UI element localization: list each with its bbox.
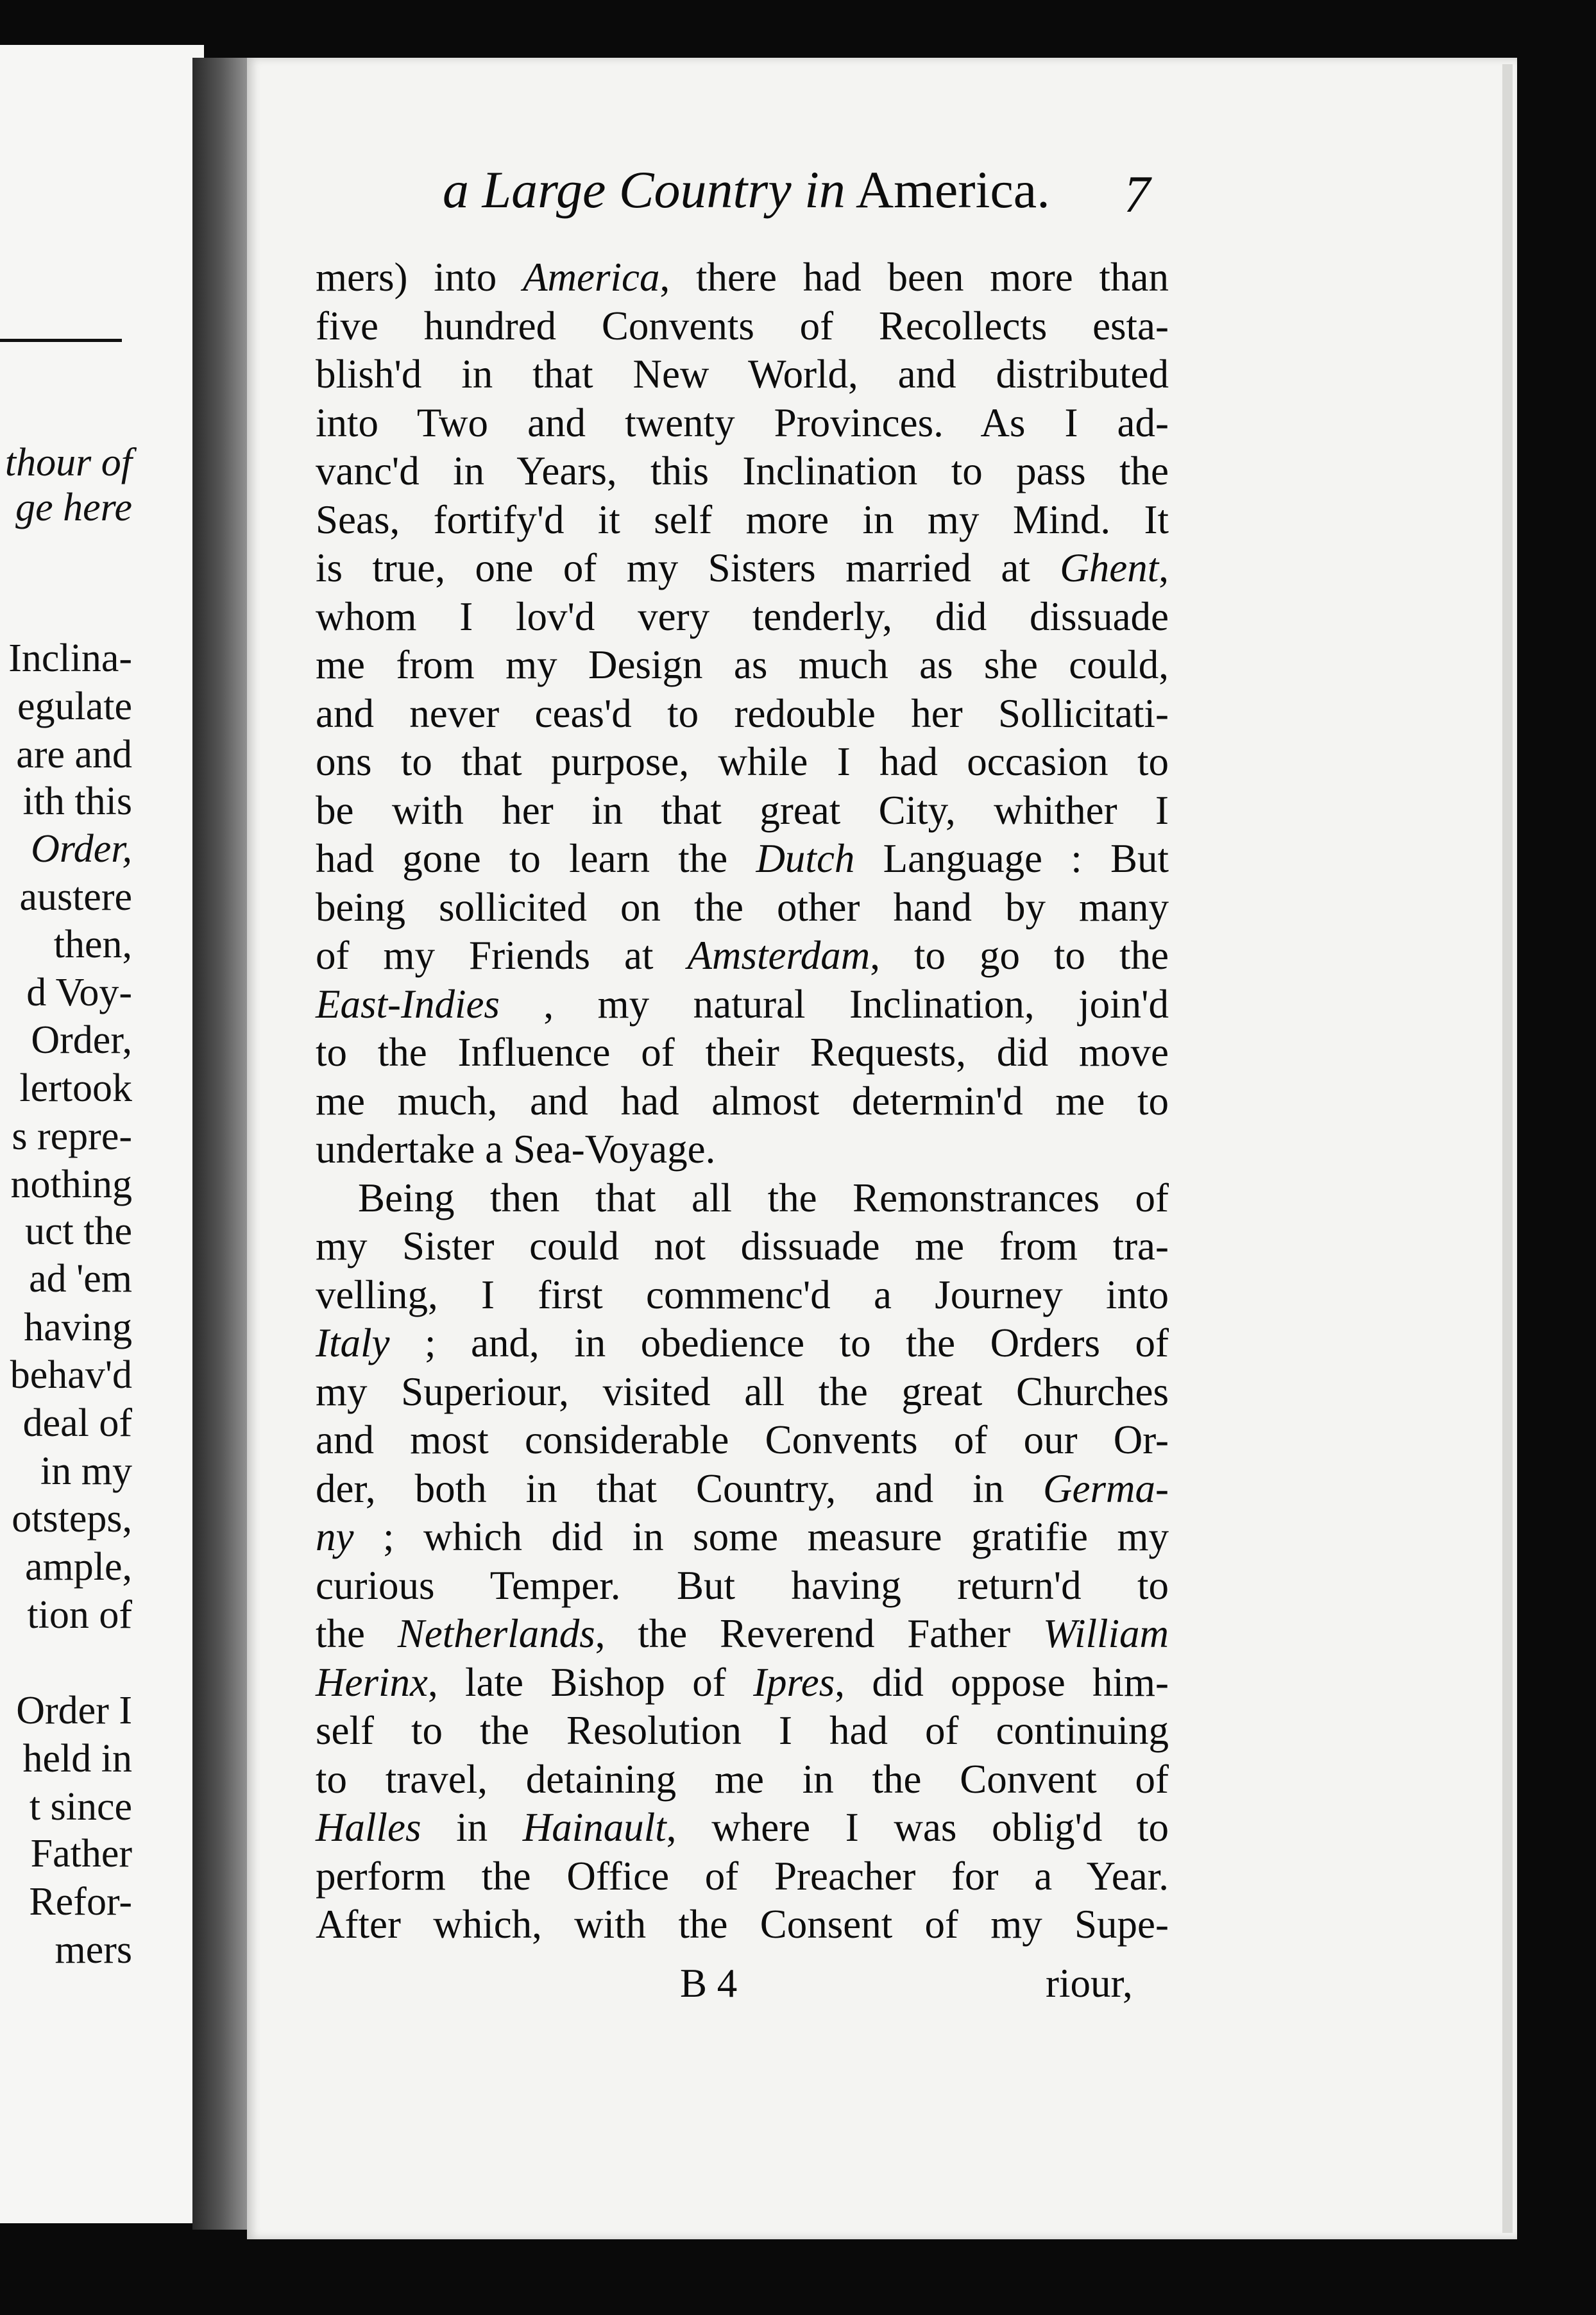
text-segment: is true, one of my Sisters married at	[316, 545, 1060, 590]
previous-page-line: nothing	[10, 1163, 132, 1206]
text-segment: Being then that all the Remonstrances of	[358, 1175, 1169, 1220]
text-line	[316, 1174, 1169, 1223]
text-line	[316, 1659, 1169, 1707]
body-text	[316, 253, 1169, 1949]
previous-page-line: behav'd	[10, 1353, 132, 1397]
italic-text-segment: Halles	[316, 1805, 421, 1850]
text-line	[316, 1513, 1169, 1562]
text-segment: into Two and twenty Provinces. As I ad-	[316, 400, 1169, 445]
italic-text-segment: William	[1042, 1611, 1169, 1656]
previous-page-line: deal of	[22, 1401, 132, 1445]
text-segment: being sollicited on the other hand by many	[316, 884, 1169, 930]
text-line	[316, 1707, 1169, 1755]
text-line	[316, 641, 1169, 690]
italic-text-segment: America	[523, 255, 660, 300]
previous-page-line: austere	[19, 875, 132, 919]
text-segment: , did oppose him-	[835, 1659, 1169, 1705]
text-segment: perform the Office of Preacher for a Year.	[316, 1853, 1169, 1899]
text-segment: , the Reverend Father	[595, 1611, 1043, 1656]
text-line	[316, 980, 1169, 1029]
previous-page-line: mers	[55, 1928, 132, 1972]
text-line	[316, 1222, 1169, 1271]
running-head-roman: America.	[845, 160, 1050, 219]
text-segment: to the Influence of their Requests, did move	[316, 1030, 1169, 1075]
text-segment: , to go to the	[870, 933, 1169, 978]
text-segment: the	[316, 1611, 398, 1656]
text-segment: self to the Resolution I had of continuing	[316, 1708, 1169, 1753]
text-segment: ; and, in obedience to the Orders of	[389, 1320, 1169, 1365]
previous-page-line: having	[24, 1306, 132, 1349]
text-line	[316, 738, 1169, 787]
previous-page-line: t since	[29, 1785, 132, 1829]
running-head-italic: a Large Country in	[443, 160, 845, 219]
text-segment: whom I lov'd very tenderly, did dissuade	[316, 594, 1169, 639]
text-line	[316, 1465, 1169, 1514]
text-line	[316, 932, 1169, 980]
text-segment: , late Bishop of	[427, 1659, 754, 1705]
text-segment: curious Temper. But having return'd to	[316, 1562, 1169, 1608]
text-line	[316, 544, 1169, 593]
text-line	[316, 1077, 1169, 1126]
text-segment: me much, and had almost determin'd me to	[316, 1078, 1169, 1123]
text-segment: velling, I first commenc'd a Journey into	[316, 1272, 1169, 1317]
previous-page-line: otsteps,	[12, 1497, 132, 1541]
previous-page-line: ge here	[15, 486, 132, 529]
italic-text-segment: Italy	[316, 1320, 390, 1365]
previous-page-line: d Voy-	[26, 971, 132, 1014]
header-rule	[0, 339, 122, 342]
text-segment: be with her in that great City, whither I	[316, 787, 1169, 833]
text-line	[316, 1029, 1169, 1077]
signature-mark: B 4	[680, 1961, 738, 2006]
text-line	[316, 1804, 1169, 1852]
italic-text-segment: Dutch	[756, 836, 855, 881]
previous-page-line: ad 'em	[29, 1257, 132, 1301]
italic-text-segment: Herinx	[316, 1659, 428, 1705]
previous-page-line: Refor-	[29, 1880, 132, 1924]
catchword: riour,	[1046, 1961, 1133, 2006]
text-segment: and most considerable Convents of our Or-	[316, 1417, 1169, 1462]
previous-page-line: Order,	[31, 827, 132, 871]
text-line	[316, 1755, 1169, 1804]
text-segment: , my natural Inclination, join'd	[499, 981, 1169, 1027]
italic-text-segment: Ipres	[753, 1659, 835, 1705]
previous-page-line: held in	[22, 1737, 132, 1781]
text-line	[316, 302, 1169, 351]
text-segment: of my Friends at	[316, 933, 688, 978]
text-segment: five hundred Convents of Recollects esta-	[316, 303, 1169, 348]
previous-page-line: ith this	[22, 780, 132, 823]
italic-text-segment: ny	[316, 1514, 354, 1559]
previous-page-line: lertook	[19, 1066, 132, 1110]
text-segment: and never ceas'd to redouble her Sollicitati-	[316, 690, 1169, 736]
previous-page-line: Inclina-	[8, 636, 132, 680]
text-segment: undertake a Sea-Voyage.	[316, 1127, 716, 1172]
text-line	[316, 835, 1169, 884]
text-line	[316, 350, 1169, 399]
previous-page-line: in my	[40, 1449, 132, 1493]
text-line	[316, 253, 1169, 302]
previous-page-line: ample,	[25, 1545, 132, 1589]
text-segment: in	[421, 1805, 523, 1850]
text-segment: me from my Design as much as she could,	[316, 642, 1169, 687]
text-segment: to travel, detaining me in the Convent of	[316, 1756, 1169, 1802]
text-line	[316, 1562, 1169, 1610]
text-line	[316, 1416, 1169, 1465]
previous-page-line: thour of	[4, 441, 132, 484]
text-segment: ; which did in some measure gratifie my	[353, 1514, 1169, 1559]
text-segment: ,	[1159, 545, 1169, 590]
text-line	[316, 1368, 1169, 1417]
text-segment: , where I was oblig'd to	[666, 1805, 1169, 1850]
previous-page	[0, 45, 204, 2223]
text-line	[316, 1852, 1169, 1901]
text-segment: ons to that purpose, while I had occasion to	[316, 739, 1169, 784]
italic-text-segment: Ghent	[1060, 545, 1159, 590]
text-segment: my Sister could not dissuade me from tra-	[316, 1224, 1169, 1269]
previous-page-line: Order I	[16, 1689, 132, 1732]
running-head	[443, 160, 1050, 219]
text-segment: my Superiour, visited all the great Churches	[316, 1369, 1169, 1414]
previous-page-line: uct the	[25, 1209, 132, 1253]
page-edge	[1502, 64, 1513, 2233]
text-segment: blish'd in that New World, and distributed	[316, 352, 1169, 397]
text-segment: Seas, fortify'd it self more in my Mind. It	[316, 497, 1169, 542]
italic-text-segment: East-Indies	[316, 981, 500, 1027]
text-line	[316, 787, 1169, 835]
previous-page-line: egulate	[17, 685, 132, 728]
text-line	[316, 1125, 1169, 1174]
text-line	[316, 884, 1169, 932]
text-segment: After which, with the Consent of my Supe-	[316, 1902, 1169, 1947]
text-line	[316, 1901, 1169, 1949]
text-line	[316, 1271, 1169, 1320]
text-segment: mers) into	[316, 255, 523, 300]
previous-page-line: Order,	[31, 1018, 132, 1062]
text-segment: , there had been more than	[659, 255, 1169, 300]
text-line	[316, 447, 1169, 496]
previous-page-line: Father	[30, 1832, 132, 1875]
text-segment: der, both in that Country, and in	[316, 1465, 1044, 1511]
text-segment: Language : But	[854, 836, 1169, 881]
text-line	[316, 1610, 1169, 1659]
text-line	[316, 690, 1169, 739]
previous-page-line: tion of	[27, 1593, 132, 1637]
italic-text-segment: Amsterdam	[687, 933, 870, 978]
text-line	[316, 1319, 1169, 1368]
text-segment: had gone to learn the	[316, 836, 756, 881]
previous-page-line: s repre-	[12, 1115, 132, 1158]
text-line	[316, 496, 1169, 545]
page-number: 7	[1124, 165, 1150, 223]
previous-page-line: are and	[16, 733, 132, 776]
italic-text-segment: Germa-	[1043, 1465, 1169, 1511]
italic-text-segment: Hainault	[522, 1805, 666, 1850]
text-segment: vanc'd in Years, this Inclination to pass the	[316, 448, 1169, 493]
previous-page-line: then,	[53, 923, 132, 966]
text-line	[316, 593, 1169, 642]
italic-text-segment: Netherlands	[397, 1611, 595, 1656]
text-line	[316, 399, 1169, 448]
